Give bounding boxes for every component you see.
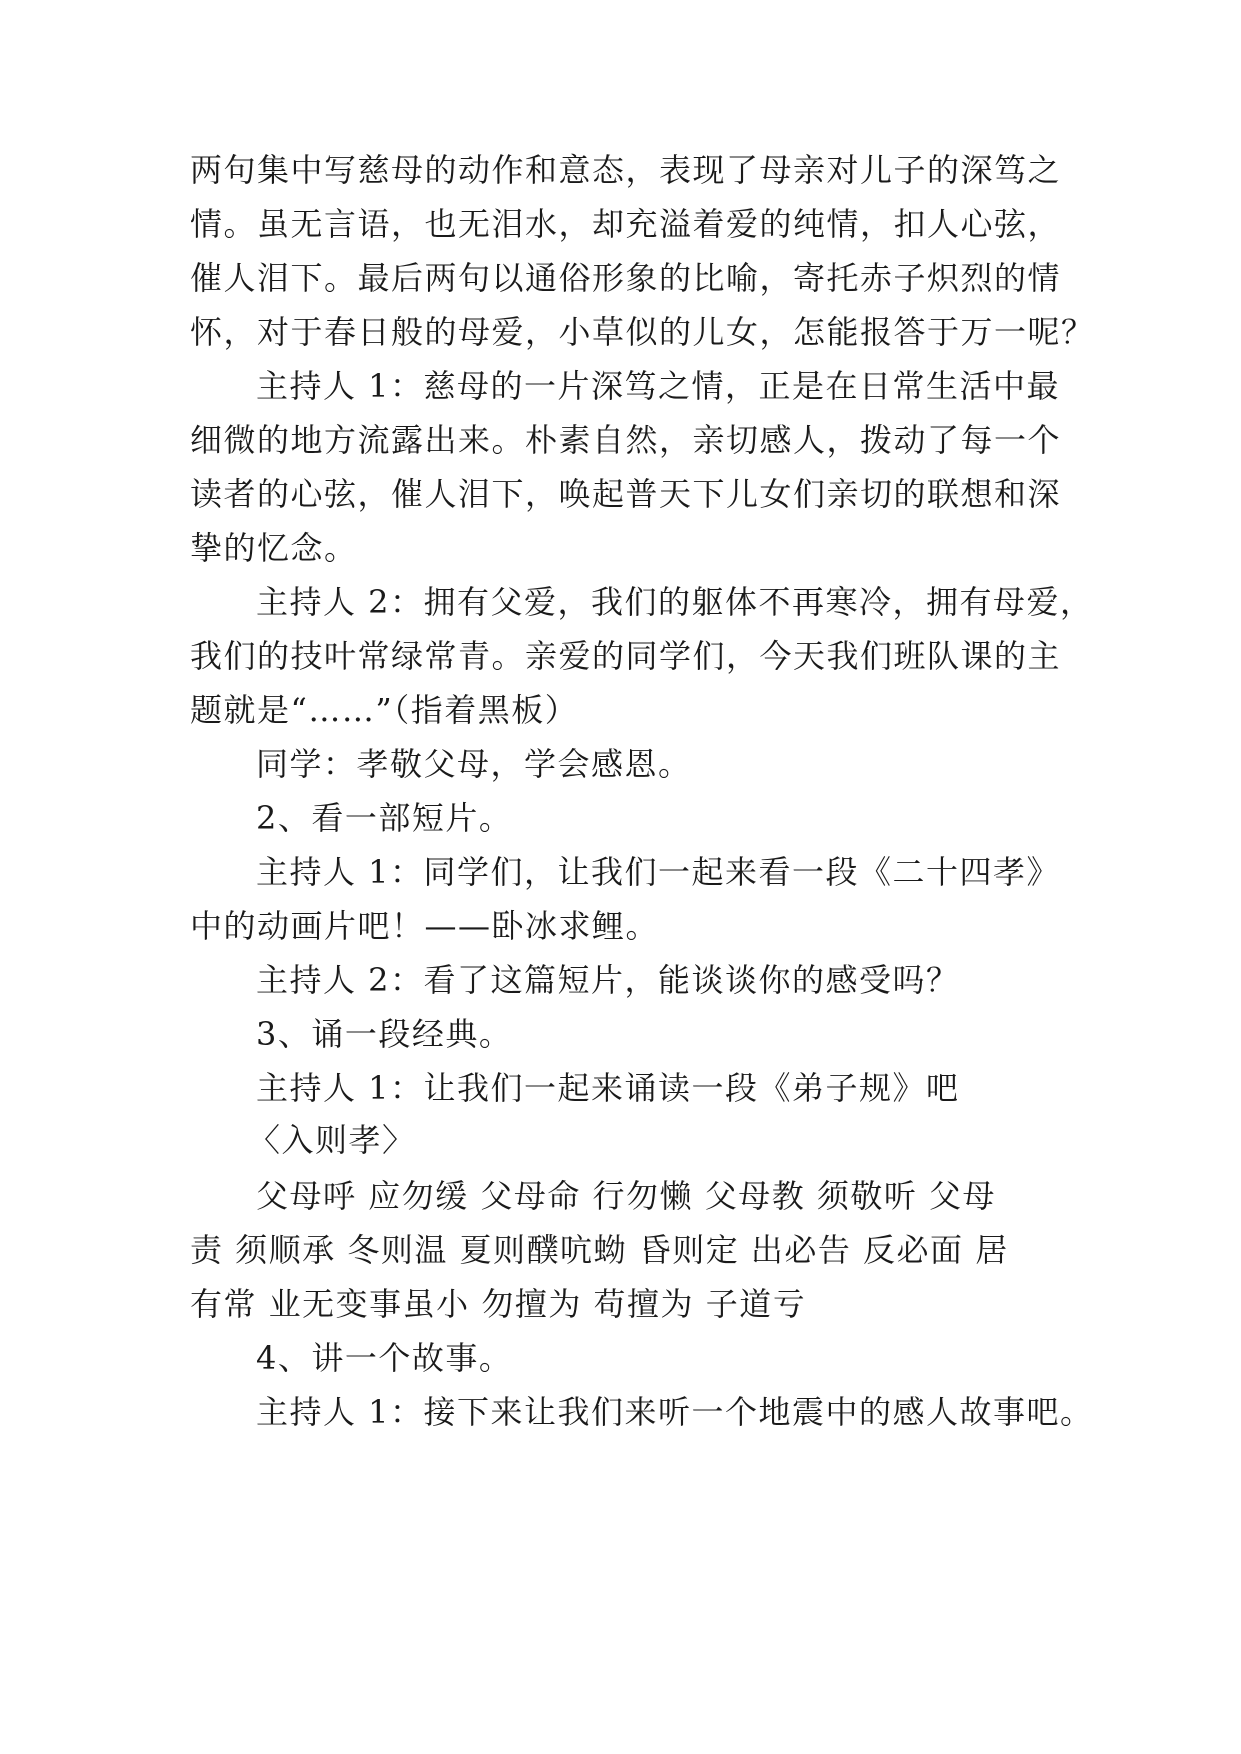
text-line: 主持人 1：让我们一起来诵读一段《弟子规》吧 xyxy=(256,1069,960,1107)
section-heading: 3、诵一段经典。 xyxy=(256,1015,513,1053)
text-line: 同学：孝敬父母，学会感恩。 xyxy=(256,745,692,783)
text-line: 细微的地方流露出来。朴素自然，亲切感人，拨动了每一个 xyxy=(190,421,1062,459)
section-heading: 4、讲一个故事。 xyxy=(256,1339,513,1377)
text-line: 我们的技叶常绿常青。亲爱的同学们，今天我们班队课的主 xyxy=(190,637,1062,675)
verse-line: 责 须顺承 冬则温 夏则醭吭蚴 昏则定 出必告 反必面 居 xyxy=(190,1231,1009,1269)
section-heading: 2、看一部短片。 xyxy=(256,799,513,837)
verse-line: 有常 业无变事虽小 勿擅为 苟擅为 子道亏 xyxy=(190,1285,807,1323)
text-line: 主持人 1：接下来让我们来听一个地震中的感人故事吧。 xyxy=(256,1393,1094,1431)
verse-line: 父母呼 应勿缓 父母命 行勿懒 父母教 须敬听 父母 xyxy=(256,1177,997,1215)
text-line: 挚的忆念。 xyxy=(190,529,358,567)
text-line: 两句集中写慈母的动作和意态，表现了母亲对儿子的深笃之 xyxy=(190,151,1062,189)
text-line: 主持人 1：同学们，让我们一起来看一段《二十四孝》 xyxy=(256,853,1061,891)
text-line: 怀，对于春日般的母爱，小草似的儿女，怎能报答于万一呢？ xyxy=(190,313,1095,351)
verse-title: 〈入则孝〉 xyxy=(248,1121,416,1159)
text-line: 主持人 2：看了这篇短片，能谈谈你的感受吗？ xyxy=(256,961,960,999)
text-line: 主持人 2：拥有父爱，我们的躯体不再寒冷，拥有母爱， xyxy=(256,583,1094,621)
text-line: 读者的心弦，催人泪下，唤起普天下儿女们亲切的联想和深 xyxy=(190,475,1062,513)
text-line: 催人泪下。最后两句以通俗形象的比喻，寄托赤子炽烈的情 xyxy=(190,259,1062,297)
text-line: 中的动画片吧！——卧冰求鲤。 xyxy=(190,907,660,945)
text-line: 情。虽无言语，也无泪水，却充溢着爱的纯情，扣人心弦， xyxy=(190,205,1062,243)
text-line: 题就是“……”（指着黑板） xyxy=(190,691,579,729)
text-line: 主持人 1：慈母的一片深笃之情，正是在日常生活中最 xyxy=(256,367,1061,405)
